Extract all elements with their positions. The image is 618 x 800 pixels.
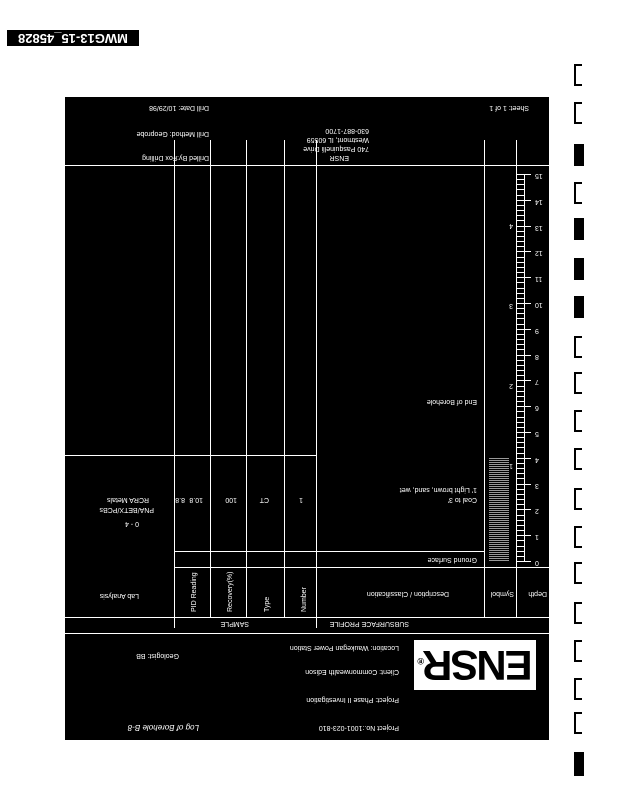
- depth-ruler-axis: [524, 175, 525, 562]
- address-phone: 630-887-1700: [325, 127, 369, 134]
- depth-ruler: [517, 168, 549, 568]
- address-street: 740 Pasquinelli Drive: [303, 145, 369, 152]
- edge-mark: [574, 712, 582, 734]
- sample-row-top: [175, 551, 485, 552]
- edge-mark: [574, 218, 584, 240]
- geologist-name: Geologist: BB: [136, 652, 179, 659]
- edge-mark: [574, 448, 582, 470]
- description-coal: Coal to 3': [447, 496, 477, 503]
- header-row-divider: [175, 567, 549, 568]
- log-title: Log of Borehole B-8: [127, 723, 199, 732]
- stamp-label: MWG13-15_45828: [18, 31, 128, 46]
- lab-depth: 0 - 4: [124, 520, 139, 527]
- depth-tick-label: 7: [535, 378, 539, 386]
- col-header-recovery: Recovery(%): [227, 571, 234, 612]
- depth-tick-label: 9: [535, 326, 539, 334]
- page-edge-marks: [574, 64, 588, 784]
- borehole-log-sheet: [65, 97, 549, 740]
- edge-mark: [574, 102, 582, 124]
- drill-date: Drill Date: 10/29/98: [149, 104, 209, 111]
- depth-tick-label: 6: [535, 404, 539, 412]
- drilled-by: Drilled By:Fox Drilling: [142, 154, 209, 161]
- sample-number: 1: [299, 496, 303, 503]
- edge-mark: [574, 144, 584, 166]
- column-line: [484, 140, 485, 618]
- ground-surface-label: Ground Surface: [427, 556, 477, 563]
- edge-mark: [574, 562, 582, 584]
- subsurface-profile-label: SUBSURFACE PROFILE: [329, 620, 409, 627]
- col-header-description: Description / Classification: [366, 590, 449, 597]
- edge-mark: [574, 488, 582, 510]
- location-name: Location: Waukegan Power Station: [289, 644, 399, 651]
- col-header-symbol: Symbol: [490, 590, 514, 597]
- depth-tick-label: 0: [535, 559, 539, 566]
- sample-pid: 10.8: [189, 496, 203, 503]
- depth-marker: 4: [509, 222, 513, 229]
- lab-analysis-label: Lab Analysis: [99, 592, 139, 599]
- col-header-depth: Depth: [528, 590, 547, 597]
- project-name: Project: Phase II Investigation: [306, 696, 399, 703]
- edge-mark: [574, 258, 584, 280]
- edge-mark: [574, 602, 582, 624]
- depth-marker: 3: [509, 302, 513, 309]
- sample-recovery: 100: [225, 496, 237, 503]
- column-line: [316, 140, 317, 628]
- edge-mark: [574, 64, 582, 86]
- edge-mark: [574, 182, 582, 204]
- address-company: ENSR: [329, 154, 349, 161]
- edge-mark: [574, 410, 582, 432]
- edge-mark: [574, 526, 582, 548]
- sample-type: CT: [259, 496, 269, 503]
- lab-analysis-1: PNA/BETX/PCBs: [99, 506, 154, 513]
- col-header-pid: PID Reading: [191, 572, 198, 612]
- depth-marker: 1: [509, 462, 513, 469]
- sheet-number: Sheet: 1 of 1: [489, 104, 529, 111]
- drill-method: Drill Method: Geoprobe: [136, 130, 209, 137]
- depth-marker: 2: [509, 382, 513, 389]
- end-of-borehole-label: End of Borehole: [426, 398, 477, 405]
- sample-pid-2: 8.8: [175, 496, 185, 503]
- soil-symbol-fill: [489, 458, 509, 562]
- depth-tick-label: 14: [535, 197, 543, 205]
- document-stamp: [7, 30, 139, 46]
- depth-tick-label: 4: [535, 455, 539, 463]
- section-divider: [65, 617, 549, 618]
- address-city: Westmont, IL 60559: [306, 136, 369, 143]
- edge-mark: [574, 752, 584, 776]
- depth-tick-label: 11: [535, 275, 543, 283]
- depth-tick-label: 3: [535, 481, 539, 489]
- edge-mark: [574, 372, 582, 394]
- edge-mark: [574, 336, 582, 358]
- depth-tick-label: 12: [535, 249, 543, 257]
- edge-mark: [574, 296, 584, 318]
- depth-tick-label: 10: [535, 301, 543, 308]
- client-name: Client: Commonwealth Edison: [305, 668, 399, 675]
- depth-tick-label: 13: [535, 223, 543, 231]
- column-line: [284, 140, 285, 618]
- edge-mark: [574, 640, 582, 662]
- lab-analysis-2: RCRA Metals: [106, 496, 149, 503]
- column-line: [174, 140, 175, 628]
- description-sand: 1' Light brown, sand, wet: [399, 486, 477, 493]
- depth-tick-label: 2: [535, 507, 539, 515]
- project-number: Project No.:1001-023-810: [318, 724, 399, 731]
- column-line: [210, 140, 211, 618]
- ensr-logo: ENSR®: [414, 640, 536, 690]
- edge-mark: [574, 678, 582, 700]
- depth-tick-label: 15: [535, 172, 543, 179]
- depth-tick-label: 5: [535, 430, 539, 437]
- sample-label: SAMPLE: [220, 620, 249, 627]
- depth-tick-label: 8: [535, 352, 539, 360]
- footer-divider: [65, 165, 549, 166]
- depth-tick-label: 1: [535, 533, 539, 541]
- col-header-type: Type: [264, 596, 271, 612]
- sample-row-bottom: [65, 455, 317, 456]
- column-line: [246, 140, 247, 618]
- header-divider: [65, 633, 549, 634]
- borehole-log-rotated: [65, 97, 549, 740]
- col-header-number: Number: [301, 587, 308, 612]
